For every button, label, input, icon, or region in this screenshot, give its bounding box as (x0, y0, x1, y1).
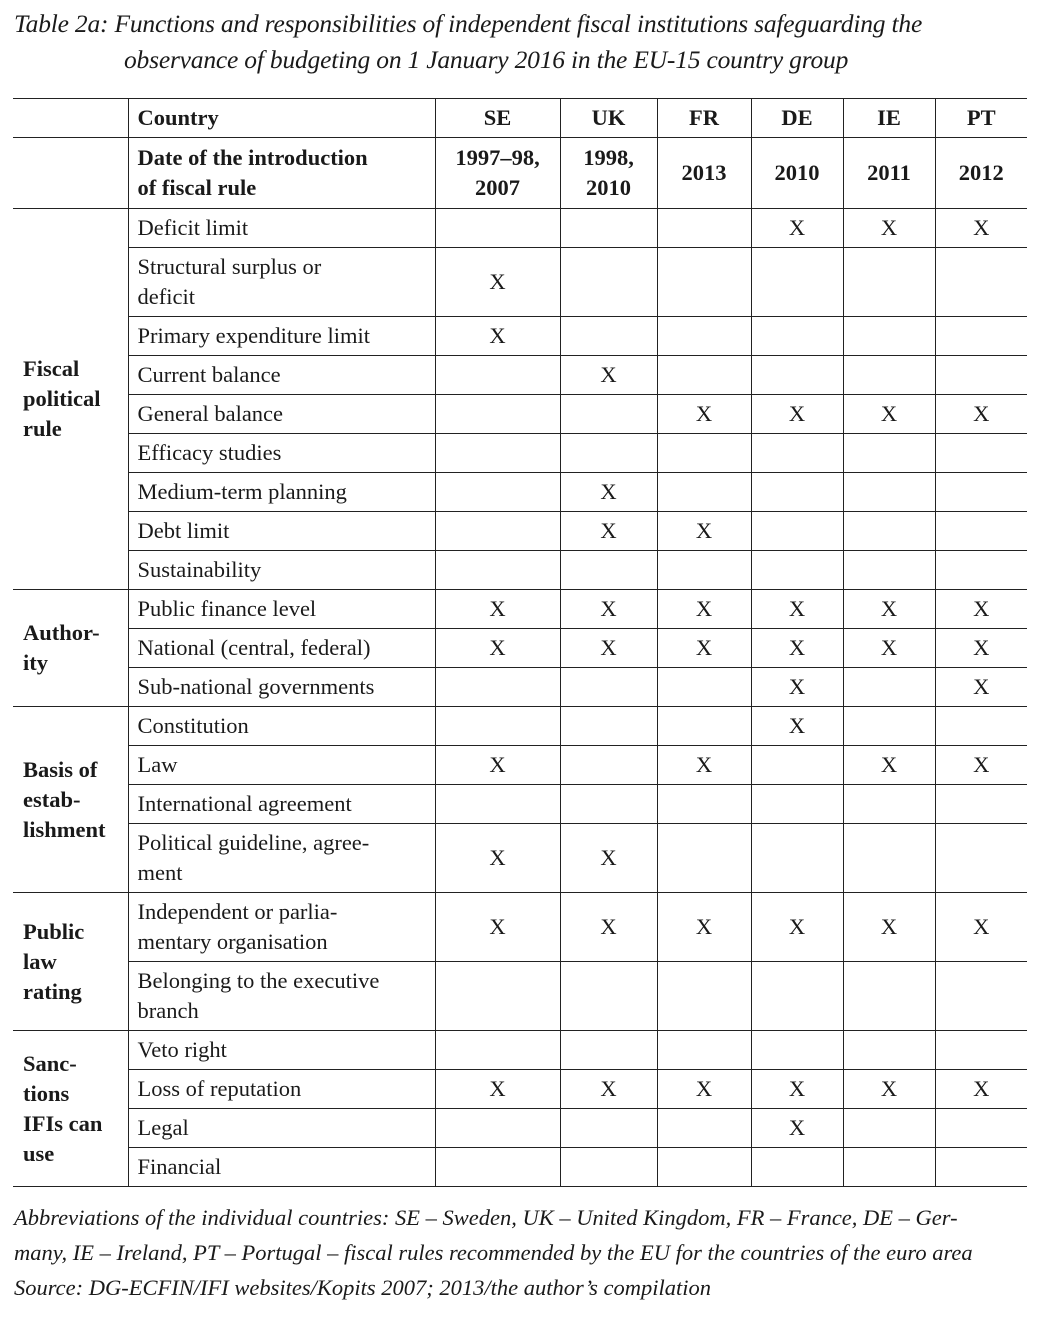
mark-cell-se (435, 1148, 560, 1187)
table-row (13, 962, 1027, 1031)
mark-cell-fr (657, 668, 751, 707)
row-label (128, 746, 435, 785)
mark-cell-de (751, 746, 843, 785)
mark-cell-se (435, 209, 560, 248)
mark-cell-ie (843, 962, 935, 1031)
mark-cell-de (751, 551, 843, 590)
corner-cell (13, 138, 128, 209)
mark-cell-pt (935, 434, 1027, 473)
mark-cell-uk: X (560, 824, 657, 893)
mark-cell-uk (560, 317, 657, 356)
mark-cell-ie (843, 824, 935, 893)
mark-cell-pt (935, 248, 1027, 317)
mark-cell-pt: X (935, 1070, 1027, 1109)
mark-cell-fr (657, 785, 751, 824)
group-label-line: Sanc- (23, 1050, 77, 1076)
table-row (13, 746, 1027, 785)
mark-cell-ie (843, 1031, 935, 1070)
mark-cell-uk (560, 1148, 657, 1187)
mark-cell-ie (843, 551, 935, 590)
mark-cell-fr (657, 209, 751, 248)
mark-cell-uk: X (560, 590, 657, 629)
group-label (13, 1031, 128, 1187)
row-label-line: Legal (137, 1115, 189, 1140)
row-label (128, 551, 435, 590)
row-label (128, 707, 435, 746)
date-cell-uk (560, 138, 657, 209)
table-row (13, 473, 1027, 512)
mark-cell-de: X (751, 1109, 843, 1148)
table-row (13, 248, 1027, 317)
table-row (13, 395, 1027, 434)
mark-cell-de: X (751, 395, 843, 434)
table-notes (14, 1200, 1034, 1305)
table-row (13, 356, 1027, 395)
mark-cell-pt (935, 707, 1027, 746)
group-label-line: rule (23, 416, 62, 441)
mark-cell-uk: X (560, 512, 657, 551)
row-label-line: Constitution (137, 713, 249, 738)
date-value-line-1: 2010 (774, 160, 820, 185)
date-value-line-1: 2012 (958, 160, 1004, 185)
row-label-line: Belonging to the executive (137, 968, 380, 993)
group-label-line: Basis of (23, 756, 98, 782)
mark-cell-se (435, 473, 560, 512)
row-label-line: Sustainability (137, 557, 262, 582)
table-row (13, 1148, 1027, 1187)
country-header-label: Country (128, 99, 435, 138)
mark-cell-fr (657, 317, 751, 356)
mark-cell-uk (560, 248, 657, 317)
group-label (13, 893, 128, 1031)
country-header-se: SE (435, 99, 560, 138)
mark-cell-pt: X (935, 395, 1027, 434)
mark-cell-se: X (435, 893, 560, 962)
mark-cell-fr (657, 1109, 751, 1148)
table-row (13, 893, 1027, 962)
row-label-line: Debt limit (137, 518, 230, 543)
date-cell-pt (935, 138, 1027, 209)
mark-cell-ie (843, 512, 935, 551)
group-label (13, 590, 128, 707)
row-label (128, 785, 435, 824)
mark-cell-fr (657, 962, 751, 1031)
row-label (128, 590, 435, 629)
date-cell-ie (843, 138, 935, 209)
table-row (13, 551, 1027, 590)
row-label-line: Sub-national governments (137, 674, 375, 699)
date-cell-fr (657, 138, 751, 209)
group-label (13, 707, 128, 893)
row-label (128, 824, 435, 893)
mark-cell-de: X (751, 707, 843, 746)
table-body (13, 99, 1027, 1187)
table-title-line-1: Table 2a: Functions and responsibilities of independent fiscal institutions safeguarding the (14, 9, 923, 38)
mark-cell-fr (657, 707, 751, 746)
mark-cell-uk (560, 209, 657, 248)
date-header-label-line-2: of fiscal rule (137, 175, 257, 200)
group-label-line: Author- (23, 620, 100, 645)
mark-cell-uk (560, 785, 657, 824)
row-label-line: deficit (137, 284, 195, 309)
mark-cell-se: X (435, 629, 560, 668)
date-value-line-1: 1998, (583, 145, 634, 170)
source-note: Source: DG-ECFIN/IFI websites/Kopits 2007; 2013/the author’s compilation (14, 1275, 712, 1300)
group-label-line: tions (23, 1080, 70, 1106)
row-label-line: Medium-term planning (137, 479, 347, 504)
row-label (128, 1070, 435, 1109)
fiscal-institutions-table (13, 98, 1027, 1187)
row-label-line: Law (137, 752, 178, 777)
date-cell-se (435, 138, 560, 209)
mark-cell-uk (560, 434, 657, 473)
mark-cell-pt (935, 317, 1027, 356)
row-label (128, 962, 435, 1031)
mark-cell-ie (843, 1109, 935, 1148)
mark-cell-pt: X (935, 590, 1027, 629)
mark-cell-se (435, 356, 560, 395)
date-cell-de (751, 138, 843, 209)
mark-cell-fr (657, 1148, 751, 1187)
mark-cell-pt: X (935, 209, 1027, 248)
mark-cell-ie: X (843, 1070, 935, 1109)
mark-cell-se: X (435, 746, 560, 785)
group-label-line: lishment (23, 816, 106, 842)
group-label-line: ity (23, 650, 48, 675)
group-label-line: Public (23, 918, 85, 944)
mark-cell-se (435, 551, 560, 590)
mark-cell-ie (843, 317, 935, 356)
mark-cell-ie: X (843, 746, 935, 785)
mark-cell-pt (935, 1148, 1027, 1187)
country-header-pt: PT (935, 99, 1027, 138)
mark-cell-se: X (435, 824, 560, 893)
mark-cell-de (751, 785, 843, 824)
country-header-de: DE (751, 99, 843, 138)
mark-cell-de: X (751, 893, 843, 962)
table-row (13, 209, 1027, 248)
row-label (128, 512, 435, 551)
mark-cell-pt (935, 962, 1027, 1031)
row-label-line: Political guideline, agree- (137, 830, 370, 855)
row-label-line: mentary organisation (137, 929, 328, 954)
mark-cell-uk: X (560, 473, 657, 512)
mark-cell-ie (843, 434, 935, 473)
mark-cell-pt (935, 551, 1027, 590)
mark-cell-ie (843, 248, 935, 317)
table-row (13, 629, 1027, 668)
mark-cell-uk (560, 962, 657, 1031)
row-label-line: Efficacy studies (137, 440, 282, 465)
mark-cell-de: X (751, 590, 843, 629)
row-label-line: ment (137, 860, 183, 885)
row-label-line: Independent or parlia- (137, 899, 338, 924)
mark-cell-se: X (435, 248, 560, 317)
row-label (128, 356, 435, 395)
mark-cell-ie: X (843, 893, 935, 962)
row-label-line: Primary expenditure limit (137, 323, 370, 348)
mark-cell-uk (560, 1109, 657, 1148)
row-label-line: Current balance (137, 362, 281, 387)
mark-cell-pt (935, 1109, 1027, 1148)
table-row (13, 434, 1027, 473)
mark-cell-ie: X (843, 590, 935, 629)
mark-cell-fr: X (657, 590, 751, 629)
mark-cell-ie (843, 785, 935, 824)
mark-cell-fr: X (657, 512, 751, 551)
row-label (128, 1148, 435, 1187)
mark-cell-pt (935, 473, 1027, 512)
country-header-uk: UK (560, 99, 657, 138)
mark-cell-de: X (751, 209, 843, 248)
row-label-line: Loss of reputation (137, 1076, 302, 1101)
group-label-line: use (23, 1140, 55, 1166)
mark-cell-se (435, 395, 560, 434)
mark-cell-de (751, 1148, 843, 1187)
table-title (14, 6, 1034, 78)
header-row-dates (13, 138, 1027, 209)
mark-cell-de (751, 824, 843, 893)
mark-cell-se (435, 962, 560, 1031)
date-value-line-2: 2010 (586, 175, 631, 200)
mark-cell-fr: X (657, 629, 751, 668)
mark-cell-uk: X (560, 356, 657, 395)
table-row (13, 1109, 1027, 1148)
row-label-line: Veto right (137, 1037, 227, 1062)
mark-cell-de: X (751, 629, 843, 668)
mark-cell-fr: X (657, 893, 751, 962)
group-label-line: Fiscal (23, 356, 80, 381)
mark-cell-uk (560, 551, 657, 590)
group-label (13, 209, 128, 590)
mark-cell-se (435, 707, 560, 746)
mark-cell-fr (657, 1031, 751, 1070)
mark-cell-uk (560, 668, 657, 707)
row-label-line: Structural surplus or (137, 254, 322, 279)
mark-cell-uk: X (560, 893, 657, 962)
mark-cell-se: X (435, 317, 560, 356)
group-label-line: estab- (23, 786, 81, 812)
date-value-line-1: 1997–98, (455, 145, 540, 170)
mark-cell-se: X (435, 590, 560, 629)
abbreviations-note-line-2: many, IE – Ireland, PT – Portugal – fiscal rules recommended by the EU for the countries of the euro area (14, 1240, 973, 1265)
mark-cell-de: X (751, 668, 843, 707)
mark-cell-fr (657, 434, 751, 473)
table-row (13, 512, 1027, 551)
mark-cell-de (751, 473, 843, 512)
mark-cell-pt (935, 785, 1027, 824)
date-value-line-1: 2011 (867, 160, 911, 185)
table-row (13, 707, 1027, 746)
mark-cell-de (751, 962, 843, 1031)
mark-cell-fr (657, 824, 751, 893)
mark-cell-fr (657, 248, 751, 317)
row-label (128, 629, 435, 668)
mark-cell-se (435, 434, 560, 473)
row-label (128, 395, 435, 434)
mark-cell-pt: X (935, 746, 1027, 785)
mark-cell-ie: X (843, 629, 935, 668)
mark-cell-ie (843, 668, 935, 707)
mark-cell-fr: X (657, 1070, 751, 1109)
table-row (13, 590, 1027, 629)
mark-cell-de (751, 1031, 843, 1070)
row-label (128, 434, 435, 473)
table-row (13, 824, 1027, 893)
mark-cell-de (751, 512, 843, 551)
mark-cell-se (435, 1109, 560, 1148)
mark-cell-uk (560, 395, 657, 434)
mark-cell-uk: X (560, 629, 657, 668)
table-row (13, 785, 1027, 824)
mark-cell-ie (843, 473, 935, 512)
mark-cell-pt (935, 824, 1027, 893)
table-row (13, 1070, 1027, 1109)
date-header-label-line-1: Date of the introduction (137, 145, 368, 170)
row-label-line: General balance (137, 401, 284, 426)
mark-cell-ie (843, 356, 935, 395)
mark-cell-de (751, 317, 843, 356)
corner-cell (13, 99, 128, 138)
row-label (128, 1031, 435, 1070)
date-header-label (128, 138, 435, 209)
mark-cell-ie (843, 707, 935, 746)
group-label-line: political (23, 386, 101, 411)
row-label-line: Financial (137, 1154, 222, 1179)
mark-cell-pt: X (935, 893, 1027, 962)
mark-cell-de (751, 356, 843, 395)
table-row (13, 1031, 1027, 1070)
group-label-line: IFIs can (23, 1110, 103, 1136)
mark-cell-ie: X (843, 395, 935, 434)
country-header-ie: IE (843, 99, 935, 138)
table-row (13, 668, 1027, 707)
mark-cell-ie: X (843, 209, 935, 248)
mark-cell-uk (560, 1031, 657, 1070)
mark-cell-uk: X (560, 1070, 657, 1109)
table-title-line-2: observance of budgeting on 1 January 2016 in the EU-15 country group (124, 45, 849, 74)
date-value-line-1: 2013 (681, 160, 727, 185)
mark-cell-fr (657, 356, 751, 395)
mark-cell-se (435, 785, 560, 824)
mark-cell-uk (560, 707, 657, 746)
row-label-line: branch (137, 998, 199, 1023)
mark-cell-pt (935, 1031, 1027, 1070)
mark-cell-fr: X (657, 395, 751, 434)
mark-cell-se (435, 668, 560, 707)
mark-cell-pt: X (935, 629, 1027, 668)
row-label-line: Deficit limit (137, 215, 249, 240)
mark-cell-se (435, 512, 560, 551)
header-row-countries (13, 99, 1027, 138)
row-label (128, 893, 435, 962)
mark-cell-fr: X (657, 746, 751, 785)
row-label (128, 1109, 435, 1148)
mark-cell-uk (560, 746, 657, 785)
table-row (13, 317, 1027, 356)
mark-cell-pt (935, 356, 1027, 395)
row-label (128, 317, 435, 356)
row-label-line: International agreement (137, 791, 352, 816)
mark-cell-de (751, 248, 843, 317)
mark-cell-se: X (435, 1070, 560, 1109)
row-label (128, 248, 435, 317)
row-label (128, 473, 435, 512)
mark-cell-ie (843, 1148, 935, 1187)
abbreviations-note-line-1: Abbreviations of the individual countries: SE – Sweden, UK – United Kingdom, FR – France, DE – Ger- (14, 1205, 958, 1230)
group-label-line: rating (23, 978, 82, 1004)
row-label-line: Public finance level (137, 596, 317, 621)
mark-cell-se (435, 1031, 560, 1070)
row-label (128, 209, 435, 248)
mark-cell-pt (935, 512, 1027, 551)
row-label-line: National (central, federal) (137, 635, 371, 660)
mark-cell-fr (657, 473, 751, 512)
country-header-fr: FR (657, 99, 751, 138)
date-value-line-2: 2007 (475, 175, 520, 200)
mark-cell-de (751, 434, 843, 473)
mark-cell-pt: X (935, 668, 1027, 707)
mark-cell-de: X (751, 1070, 843, 1109)
group-label-line: law (23, 948, 57, 974)
mark-cell-fr (657, 551, 751, 590)
row-label (128, 668, 435, 707)
